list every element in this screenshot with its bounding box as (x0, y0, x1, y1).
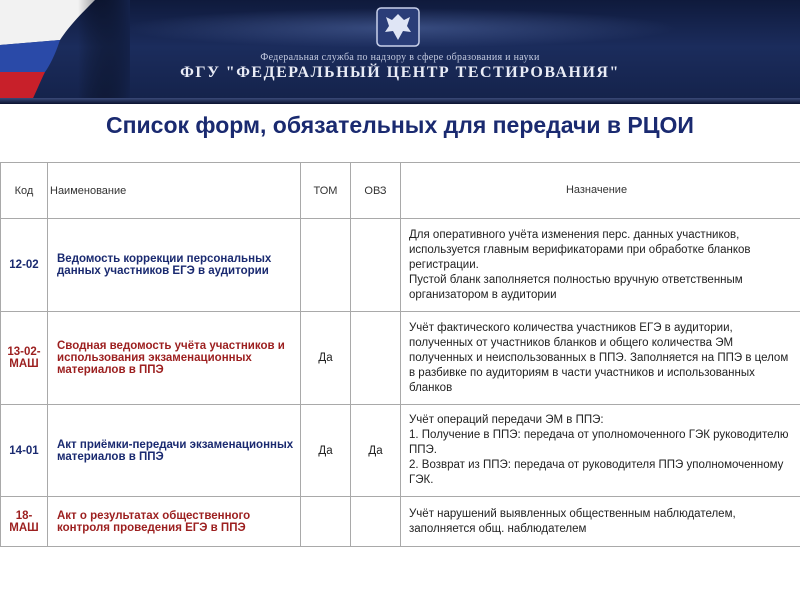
row-ovz: Да (351, 405, 401, 497)
row-purpose: Для оперативного учёта изменения перс. данных участников, используется главным верификаторами при обработке бланков регистрации. Пустой бланк заполняется полностью вручную ответственным организатором в аудитории (401, 219, 800, 312)
table-row (1, 497, 800, 547)
table-header-row (1, 163, 800, 219)
row-code: 13-02-МАШ (1, 312, 48, 405)
table-row (1, 405, 800, 497)
banner-divider (0, 98, 800, 104)
row-ovz (351, 312, 401, 405)
header-code: Код (1, 163, 48, 219)
row-name: Акт приёмки-передачи экзаменационных материалов в ППЭ (48, 405, 301, 497)
row-name: Сводная ведомость учёта участников и использования экзаменационных материалов в ППЭ (48, 312, 301, 405)
table-row (1, 312, 800, 405)
row-tom: Да (301, 405, 351, 497)
header-name: Наименование (48, 163, 301, 219)
banner-subtitle: Федеральная служба по надзору в сфере образования и науки (260, 52, 540, 63)
row-name: Ведомость коррекции персональных данных участников ЕГЭ в аудитории (48, 219, 301, 312)
header-banner (0, 0, 800, 104)
row-purpose: Учёт нарушений выявленных общественным наблюдателем, заполняется общ. наблюдателем (401, 497, 800, 547)
row-tom: Да (301, 312, 351, 405)
table-row (1, 219, 800, 312)
header-ovz: ОВЗ (351, 163, 401, 219)
row-code: 14-01 (1, 405, 48, 497)
header-tom: ТОМ (301, 163, 351, 219)
ministry-emblem-icon (373, 6, 423, 48)
row-ovz (351, 219, 401, 312)
row-tom (301, 497, 351, 547)
row-purpose: Учёт операций передачи ЭМ в ППЭ: 1. Получение в ППЭ: передача от уполномоченного ГЭК руководителю ППЭ. 2. Возврат из ППЭ: передача от руководителя ППЭ уполномоченному ГЭК. (401, 405, 800, 497)
header-purpose: Назначение (401, 163, 800, 219)
row-code: 12-02 (1, 219, 48, 312)
row-name: Акт о результатах общественного контроля проведения ЕГЭ в ППЭ (48, 497, 301, 547)
row-purpose: Учёт фактического количества участников ЕГЭ в аудитории, полученных от участников бланков и общего количества ЭМ полученных и неиспользованных в ППЭ. Заполняется на ППЭ в целом в разбивке по аудиториям в части участников и использованных бланков (401, 312, 800, 405)
page-title: Список форм, обязательных для передачи в РЦОИ (106, 112, 694, 138)
row-code: 18-МАШ (1, 497, 48, 547)
row-tom (301, 219, 351, 312)
row-ovz (351, 497, 401, 547)
forms-table (0, 162, 800, 547)
banner-title: ФГУ "ФЕДЕРАЛЬНЫЙ ЦЕНТР ТЕСТИРОВАНИЯ" (180, 64, 620, 81)
